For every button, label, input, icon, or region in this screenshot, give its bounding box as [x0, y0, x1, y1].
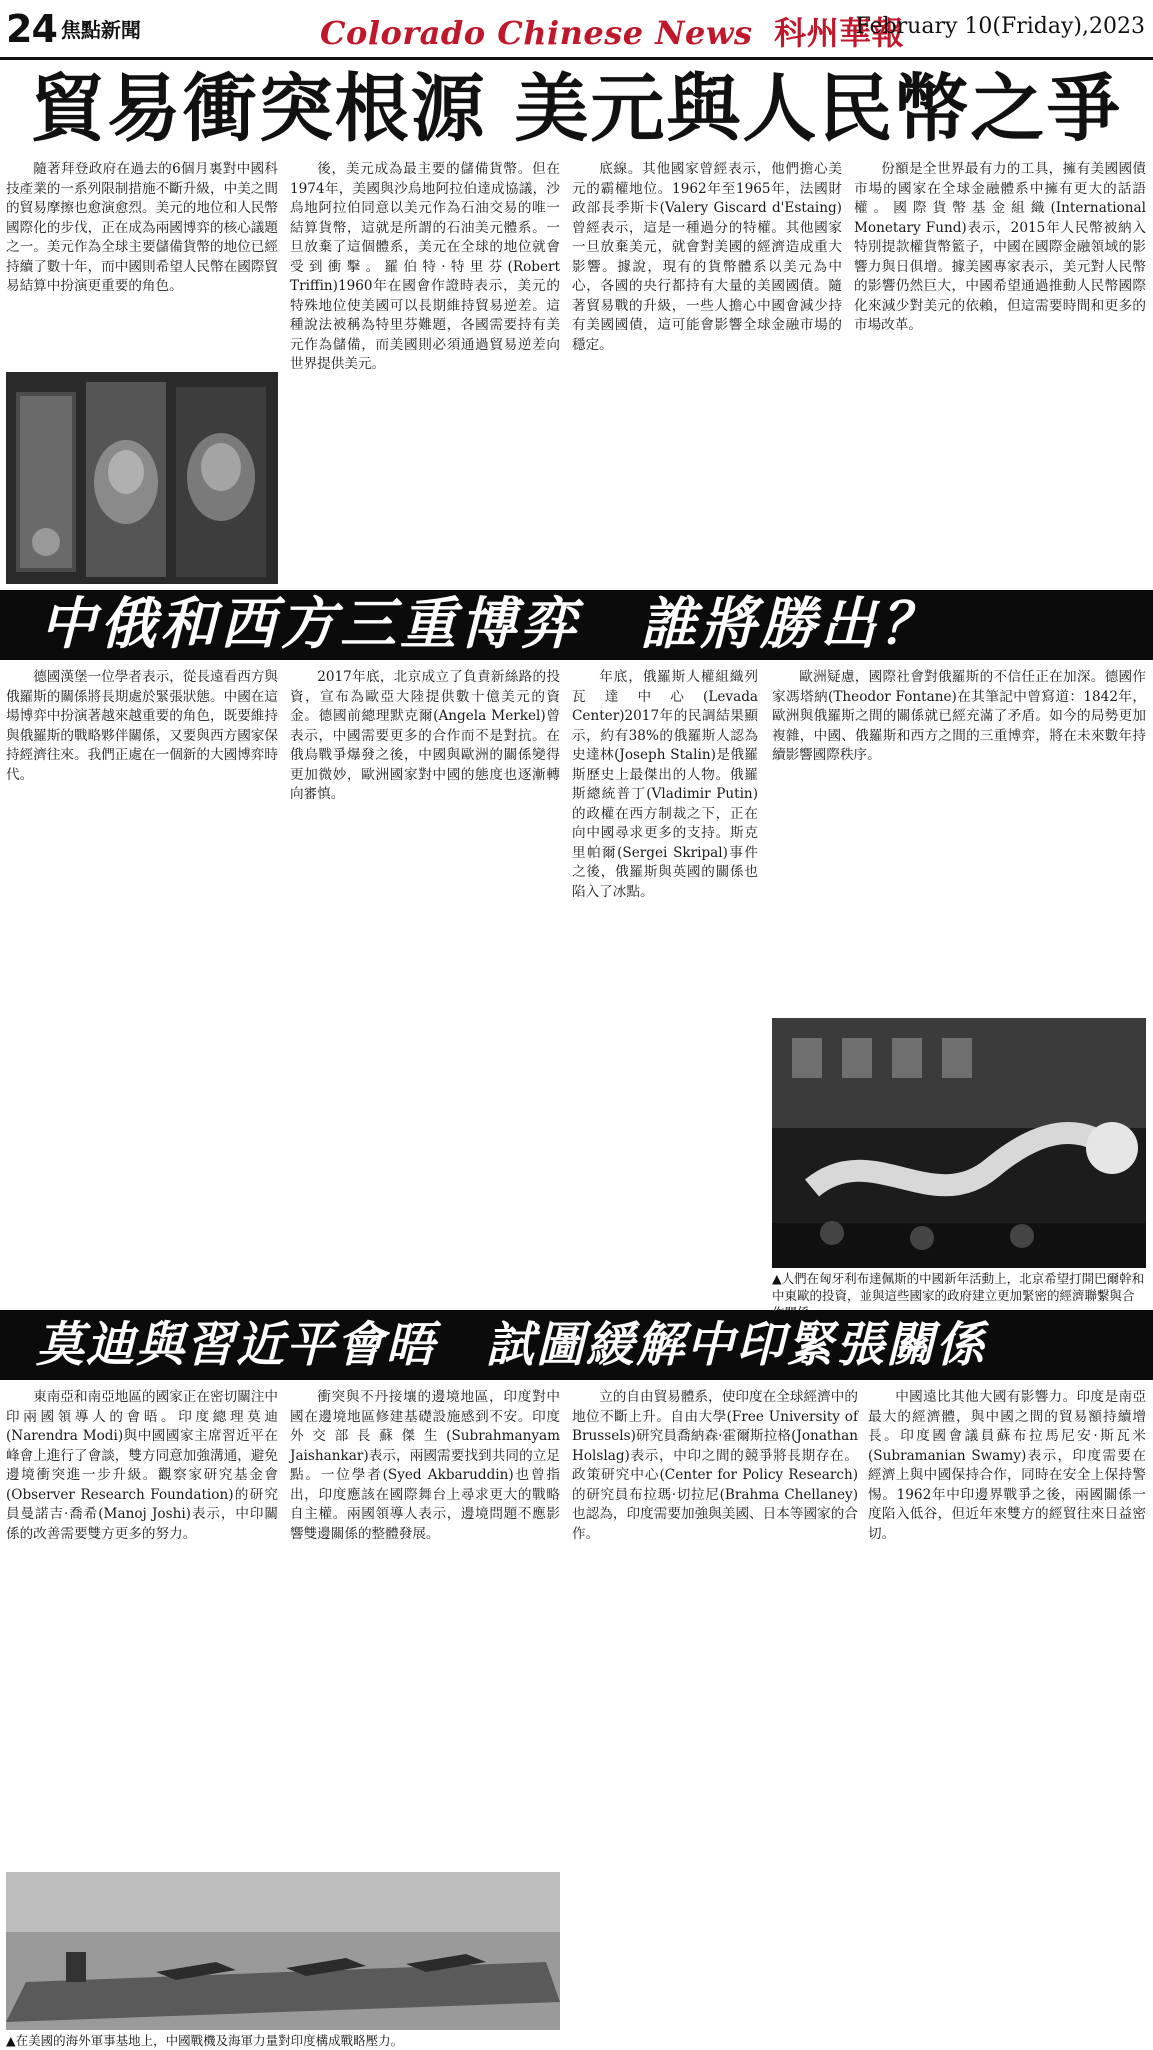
page-number: 24: [6, 6, 57, 51]
article3-col2-text: 衝突與不丹接壤的邊境地區，印度對中國在邊境地區修建基礎設施感到不安。印度外交部長蘇傑生(Subrahmanyam Jaishankar)表示，兩國需要找到共同的立足點。一位學者(Syed Akbaruddin)也曾指出，印度應該在國際舞台上尋求更大的戰略自主權。兩國領導人表示，邊境問題不應影響雙邊關係的整體發展。: [290, 1389, 560, 1542]
paper-name-zh: 科州華報: [774, 14, 905, 52]
article2-banner: 中俄和西方三重博弈 誰將勝出？: [0, 590, 1153, 660]
article3-col4-text: 中國遠比其他大國有影響力。印度是南亞最大的經濟體，與中國之間的貿易額持續增長。印度國會議員蘇布拉馬尼安·斯瓦米(Subramanian Swamy)表示，印度需要在經濟上與中國保持合作，同時在安全上保持警惕。1962年中印邊界戰爭之後，兩國關係一度陷入低谷，但近年來雙方的經貿往來日益密切。: [868, 1389, 1146, 1542]
article1-col4-text: 份額是全世界最有力的工具，擁有美國國債市場的國家在全球金融體系中擁有更大的話語權。國際貨幣基金組織(International Monetary Fund)表示，2015年人民幣被納入特別提款權貨幣籃子，中國在國際金融領域的影響力與日俱增。據美國專家表示，美元對人民幣的影響仍然巨大，中國希望通過推動人民幣國際化來減少對美元的依賴，但這需要時間和更多的市場改革。: [854, 161, 1146, 333]
article1-col4: [854, 160, 1146, 584]
warship-photo: [6, 1872, 560, 2030]
article1-col2: [290, 160, 560, 584]
dragon-dance-image: [772, 1018, 1146, 1268]
article2-col1-text: 德國漢堡一位學者表示，從長遠看西方與俄羅斯的關係將長期處於緊張狀態。中國在這場博弈中扮演著越來越重要的角色，既要維持與俄羅斯的戰略夥伴關係，又要與西方國家保持經濟往來。我們正處在一個新的大國博弈時代。: [6, 669, 278, 783]
dragon-dance-caption: ▲人們在匈牙利布達佩斯的中國新年活動上，北京希望打開巴爾幹和中東歐的投資，並與這些國家的政府建立更加緊密的經濟聯繫與合: [772, 1271, 1145, 1303]
article2-col3: [572, 668, 758, 1300]
article3-col3: [572, 1388, 858, 2044]
paper-name-en: Colorado Chinese News: [320, 14, 753, 52]
dragon-dance-photo: [772, 1018, 1146, 1268]
article3-banner: 莫迪與習近平會晤 試圖緩解中印緊張關係: [0, 1310, 1153, 1380]
article1-col1-text: 隨著拜登政府在過去的6個月裏對中國科技產業的一系列限制措施不斷升級，中美之間的貿易摩擦也愈演愈烈。美元的地位和人民幣國際化的步伐，正在成為兩國博弈的核心議題之一。美元作為全球主要儲備貨幣的地位已經持續了數十年，而中國則希望人民幣在國際貿易結算中扮演更重要的角色。: [6, 161, 278, 294]
article1-col2-text: 後，美元成為最主要的儲備貨幣。但在1974年，美國與沙烏地阿拉伯達成協議，沙烏地阿拉伯同意以美元作為石油交易的唯一結算貨幣，這就是所謂的石油美元體系。一旦放棄了這個體系，美元在全球的地位就會受到衝擊。羅伯特·特里芬(Robert Triffin)1960年在國會作證時表示，美元的特殊地位使美國可以長期維持貿易逆差。這種說法被稱為特里芬難題，各國需要持有美元作為儲備，而美國則必須通過貿易逆差向世界提供美元。: [290, 161, 560, 372]
article1-col3: [572, 160, 842, 584]
currency-photo: [6, 372, 278, 584]
article3-col1-text: 東南亞和南亞地區的國家正在密切關注中印兩國領導人的會晤。印度總理莫迪(Narendra Modi)與中國國家主席習近平在峰會上進行了會談，雙方同意加強溝通，避免邊境衝突進一步升級。觀察家研究基金會(Observer Research Foundation)的研究員曼諾吉·喬希(Manoj Joshi)表示，中印關係的改善需要雙方更多的努力。: [6, 1389, 278, 1542]
article1-headline: 貿易衝突根源 美元與人民幣之爭: [30, 66, 1123, 152]
publication-date: February 10(Friday),2023: [855, 14, 1145, 39]
article2-col1: [6, 668, 278, 1300]
warship-image: [6, 1872, 560, 2030]
masthead: [0, 0, 1153, 60]
article2-col3-text: 年底，俄羅斯人權組織列瓦達中心(Levada Center)2017年的民調結果顯示，約有38%的俄羅斯人認為史達林(Joseph Stalin)是俄羅斯歷史上最傑出的人物。俄羅斯總統普丁(Vladimir Putin)的政權在西方制裁之下，正在向中國尋求更多的支持。斯克里帕爾(Sergei Skripal)事件之後，俄羅斯與英國的關係也陷入了冰點。: [572, 669, 758, 900]
article1-col1: [6, 160, 278, 368]
article2-col2: [290, 668, 560, 1300]
article1-col3-text: 底線。其他國家曾經表示，他們擔心美元的霸權地位。1962年至1965年，法國財政部長季斯卡(Valery Giscard d'Estaing)曾經表示，這是一種過分的特權。其他國家一旦放棄美元，就會對美國的經濟造成重大影響。據說，現有的貨幣體系以美元為中心，各國的央行都持有大量的美國國債。隨著貿易戰的升級，一些人擔心中國會減少持有美國國債，這可能會影響全球金融市場的穩定。: [572, 161, 842, 353]
article2-col4-text: 歐洲疑慮，國際社會對俄羅斯的不信任正在加深。德國作家馮塔納(Theodor Fontane)在其筆記中曾寫道：1842年，歐洲與俄羅斯之間的關係就已經充滿了矛盾。如今的局勢更加複雜，中國、俄羅斯和西方之間的三重博弈，將在未來數年持續影響國際秩序。: [772, 669, 1146, 763]
article3-col3-text: 立的自由貿易體系，使印度在全球經濟中的地位不斷上升。自由大學(Free University of Brussels)研究員喬納森·霍爾斯拉格(Jonathan Holslag)表示，中印之間的競爭將長期存在。政策研究中心(Center for Policy Research)的研究員布拉瑪·切拉尼(Brahma Chellaney)也認為，印度需要加強與美國、日本等國家的合作。: [572, 1389, 858, 1542]
section-name: 焦點新聞: [60, 18, 141, 42]
article3-col1: [6, 1388, 278, 1866]
article3-col4: [868, 1388, 1146, 2044]
article3-col2: [290, 1388, 560, 1866]
currency-photo-image: [6, 372, 278, 584]
warship-caption: ▲在美國的海外軍事基地上，中國戰機及海軍力量對印度構成戰略壓力。: [6, 2033, 404, 2048]
article2-col2-text: 2017年底，北京成立了負責新絲路的投資，宣布為歐亞大陸提供數十億美元的資金。德國前總理默克爾(Angela Merkel)曾表示，中國需要更多的合作而不是對抗。在俄烏戰爭爆發之後，中國與歐洲的關係變得更加微妙，歐洲國家對中國的態度也逐漸轉向審慎。: [290, 669, 560, 802]
paper-name: [320, 8, 904, 54]
article2-col4: [772, 668, 1146, 1008]
